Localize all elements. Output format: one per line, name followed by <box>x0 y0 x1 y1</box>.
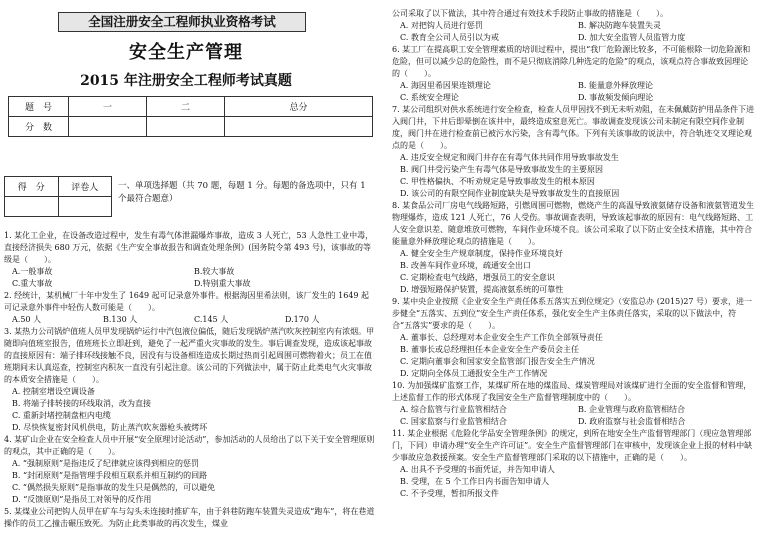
question-stem: 3. 某热力公司锅炉值班人员甲发现锅炉运行中汽包液位偏低，随后发现锅炉蒸汽吹灰控制室内有浓烟。甲随即向值班室报告，值班班长立即赶到，避免了一起严重火灾事故的发生。事后调查发现，造成该起事故的直接原因有：端子排环线接触不良，因没有与设备相连造成长期过热而引起周围可燃物着火；员工在值班期间未认真巡查，控制室内积灰一直没有引起注意。该公司的下列做法中，属于防止此类电气火灾事故的本质安全措施是（ ）。 <box>4 327 375 384</box>
score-cell <box>146 117 224 137</box>
score-header-number: 题 号 <box>9 97 69 117</box>
page-title: 安全生产管理 <box>129 42 243 63</box>
option-row <box>392 404 756 416</box>
answer-option: D.170 人 <box>285 315 320 324</box>
answer-option: C. 不予受理，暂扣所报文件 <box>400 489 499 498</box>
answer-option: B. 改善车间作业环境，疏通安全出口 <box>400 261 531 270</box>
answer-option: B. “封闭原则”是指管理手段相互联系并相互制约的回路 <box>12 471 208 480</box>
question-item <box>4 326 376 434</box>
answer-option: C. 系统安全理论 <box>400 93 459 102</box>
question-stem: 2. 经统计，某机械厂十年中发生了 1649 起可记录意外事件。根据海因里希法则，该厂发生的 1649 起可记录意外事件中轻伤人数可能是（ ）。 <box>4 291 370 312</box>
question-item <box>4 230 376 290</box>
option-row <box>4 314 376 326</box>
answer-option: A. “强制原则”是指违反了纪律就应该得到相应的惩罚 <box>12 459 200 468</box>
option-row <box>392 416 756 428</box>
answer-option: B.较大事故 <box>194 267 235 276</box>
answer-option: B.130 人 <box>103 315 138 324</box>
question-stem: 5. 某煤业公司把钩人员甲在矿车与勾头未连接时推矿车，由于斜巷防跑车装置失灵造成“跑车”，将在巷道操作的员工乙撞击碾压致死。为防止此类事故的再次发生，煤业 <box>4 507 375 528</box>
score-header-part1: 一 <box>69 97 147 117</box>
option-row <box>392 92 756 104</box>
answer-option: A.50 人 <box>12 315 42 324</box>
answer-option: A. 综合监管与行业监管相结合 <box>400 405 507 414</box>
answer-option: D. 该公司的有限空间作业制度缺失是导致事故发生的直接原因 <box>400 189 620 198</box>
option-row <box>392 80 756 92</box>
answer-option: B. 董事长或总经理担任本企业安全生产委员会主任 <box>400 345 579 354</box>
option-row <box>4 278 376 290</box>
right-column <box>392 0 758 552</box>
question-stem: 10. 为加强煤矿监察工作，某煤矿所在地的煤监局、煤炭管理局对该煤矿进行全面的安全监督和管理，上述监督工作的形式体现了我国安全生产监督管理制度中的（ ）。 <box>392 381 752 402</box>
question-stem: 公司采取了以下做法，其中符合通过有效技术手段防止事故的措施是（ ）。 <box>392 9 668 18</box>
answer-option: C. 教育全公司人员引以为戒 <box>400 33 499 42</box>
question-item <box>392 200 756 296</box>
answer-option: B. 将端子排转接的环线取消，改为直接 <box>12 399 151 408</box>
answer-option: A. 健全安全生产规章制度，保持作业环境良好 <box>400 249 563 258</box>
score-header-total: 总分 <box>224 97 372 117</box>
question-item <box>4 434 376 506</box>
question-stem: 11. 某企业根据《危险化学品安全管理条例》的规定，到所在地安全生产监督管理部门（现应急管理部门，下同）申请办理“安全生产许可证”。安全生产监督管理部门在审核中，发现该企业上报的材料中缺少事故应急救援预案。安全生产监督管理部门采取的以下措施中，正确的是（ ）。 <box>392 429 753 462</box>
answer-option: C. “偶然损失原则”是指事故的发生只是偶然的，可以避免 <box>12 483 216 492</box>
question-item <box>392 8 756 44</box>
score-row-label: 分 数 <box>9 117 69 137</box>
answer-option: D. 定期向全体员工通报安全生产工作情况 <box>400 369 548 378</box>
answer-option: A. 出具不予受理的书面凭证，并告知申请人 <box>400 465 555 474</box>
question-item <box>4 506 376 530</box>
grader-name-label: 评卷人 <box>58 177 112 197</box>
question-item <box>392 104 756 200</box>
question-item <box>392 44 756 104</box>
answer-option: B. 解决防跑车装置失灵 <box>578 21 661 30</box>
score-table <box>8 96 373 137</box>
option-row <box>392 20 756 32</box>
answer-option: C.重大事故 <box>12 279 53 288</box>
option-row <box>392 32 756 44</box>
answer-option: C. 定期检查电气线路，增强员工的安全意识 <box>400 273 555 282</box>
score-cell <box>224 117 372 137</box>
left-question-list <box>4 230 376 530</box>
answer-option: D.特别重大事故 <box>194 279 251 288</box>
answer-option: A. 董事长、总经理对本企业安全生产工作负全部领导责任 <box>400 333 603 342</box>
option-row <box>4 266 376 278</box>
question-stem: 7. 某公司组织对供水系统进行安全检查，检查人员甲因找不到无未听劝阻，在未佩戴防护用品条件下进入阀门井，下井后即晕倒在该井中，最终造成窒息死亡。事故调查发现该公司未制定有限空间作业制度，阀门井在进行检查前已被污水污染，含有毒气体。下列有关该事故的说法中，符合轨迹交叉理论观点的是（ ）。 <box>392 105 755 150</box>
question-item <box>392 296 756 380</box>
answer-option: C.145 人 <box>194 315 229 324</box>
answer-option: C. 国家监察与行业监管相结合 <box>400 417 507 426</box>
grader-table <box>4 176 112 217</box>
question-stem: 9. 某中央企业按照《企业安全生产责任体系五落实五到位规定》（安监总办 (2015)27 号）要求，进一步健全“五落实、五到位”安全生产责任体系，强化安全生产主体责任落实，采取的以下做法中，符合“五落实”要求的是（ ）。 <box>392 297 753 330</box>
score-cell <box>69 117 147 137</box>
answer-option: B. 受理，在 5 个工作日内书面告知申请人 <box>400 477 550 486</box>
answer-option: D. 增强短路保护装置，提高液氨系统的可靠性 <box>400 285 564 294</box>
answer-option: A. 海因里希因果连锁理论 <box>400 81 491 90</box>
exam-banner: 全国注册安全工程师执业资格考试 <box>58 12 306 32</box>
question-item <box>4 290 376 326</box>
score-header-part2: 二 <box>146 97 224 117</box>
answer-option: A. 对把钩人员进行惩罚 <box>400 21 483 30</box>
answer-option: D. 政府监察与社会监督相结合 <box>578 417 686 426</box>
answer-option: D. 加大安全监管人员监管力度 <box>578 33 686 42</box>
question-stem: 8. 某食品公司厂房电气线路短路，引燃周围可燃物，燃烧产生的高温导致液氨储存设备和液氨管道发生物理爆炸，造成 121 人死亡，76 人受伤。事故调查表明，导致该起事故的原因有：电气线路短路、工人安全意识差、随意堆放可燃物，车间作业环境不良。该公司采取了以下防止安全技术措施，其中符合能量意外释放理论观点的措施是（ ）。 <box>392 201 755 246</box>
answer-option: B. 阀门井受污染产生有毒气体是导致事故发生的主要原因 <box>400 165 603 174</box>
question-stem: 1. 某化工企业，在设备改造过程中，发生有毒气体泄漏爆炸事故，造成 3 人死亡，53 人急性工业中毒，直接经济损失 680 万元，依据《生产安全事故报告和调查处理条例》(国务院令第 493 号)，该事故的等级是（ ）。 <box>4 231 374 264</box>
answer-option: C. 甲性格偏执、不听劝规定是导致事故发生的根本原因 <box>400 177 595 186</box>
answer-option: B. 能量意外释放理论 <box>578 81 653 90</box>
question-item <box>392 428 756 500</box>
grader-cell <box>58 197 112 217</box>
section-heading: 一、单项选择题（共 70 题，每题 1 分。每题的备选项中，只有 1 个最符合题意） <box>118 181 366 204</box>
answer-option: B. 企业管理与政府监管相结合 <box>578 405 685 414</box>
answer-option: D. 尽快恢复密封风机供电，防止蒸汽吹灰器枪头被烤坏 <box>12 423 208 432</box>
question-stem: 6. 某工厂在提高职工安全管理素质的培训过程中，提出“我厂危险源比较多，不可能根除一切危险源和危险，但可以减少总的危险性，而不是只彻底消除几种选定的危险”的观点，该观点符合事故致因理论的（ ）。 <box>392 45 751 78</box>
grader-cell <box>5 197 59 217</box>
grader-score-label: 得 分 <box>5 177 59 197</box>
exam-subtitle: 2015 年注册安全工程师考试真题 <box>80 73 292 89</box>
answer-option: D. 事故频发倾向理论 <box>578 93 654 102</box>
question-item <box>392 380 756 428</box>
answer-option: A. 违反安全规定和阀门井存在有毒气体共同作用导致事故发生 <box>400 153 619 162</box>
answer-option: A. 控制室增设空调设备 <box>12 387 95 396</box>
answer-option: D. “反馈原则”是指员工对领导的反作用 <box>12 495 152 504</box>
answer-option: C. 定期向董事会和国家安全监管部门报告安全生产情况 <box>400 357 595 366</box>
question-stem: 4. 某矿山企业在安全检查人员中开展“安全原理讨论活动”，参加活动的人员给出了以下关于安全管理原则的观点，其中正确的是（ ）。 <box>4 435 375 456</box>
answer-option: A.一般事故 <box>12 267 53 276</box>
answer-option: C. 重新封堵控制盘柜内电缆 <box>12 411 111 420</box>
right-question-list <box>392 8 756 500</box>
